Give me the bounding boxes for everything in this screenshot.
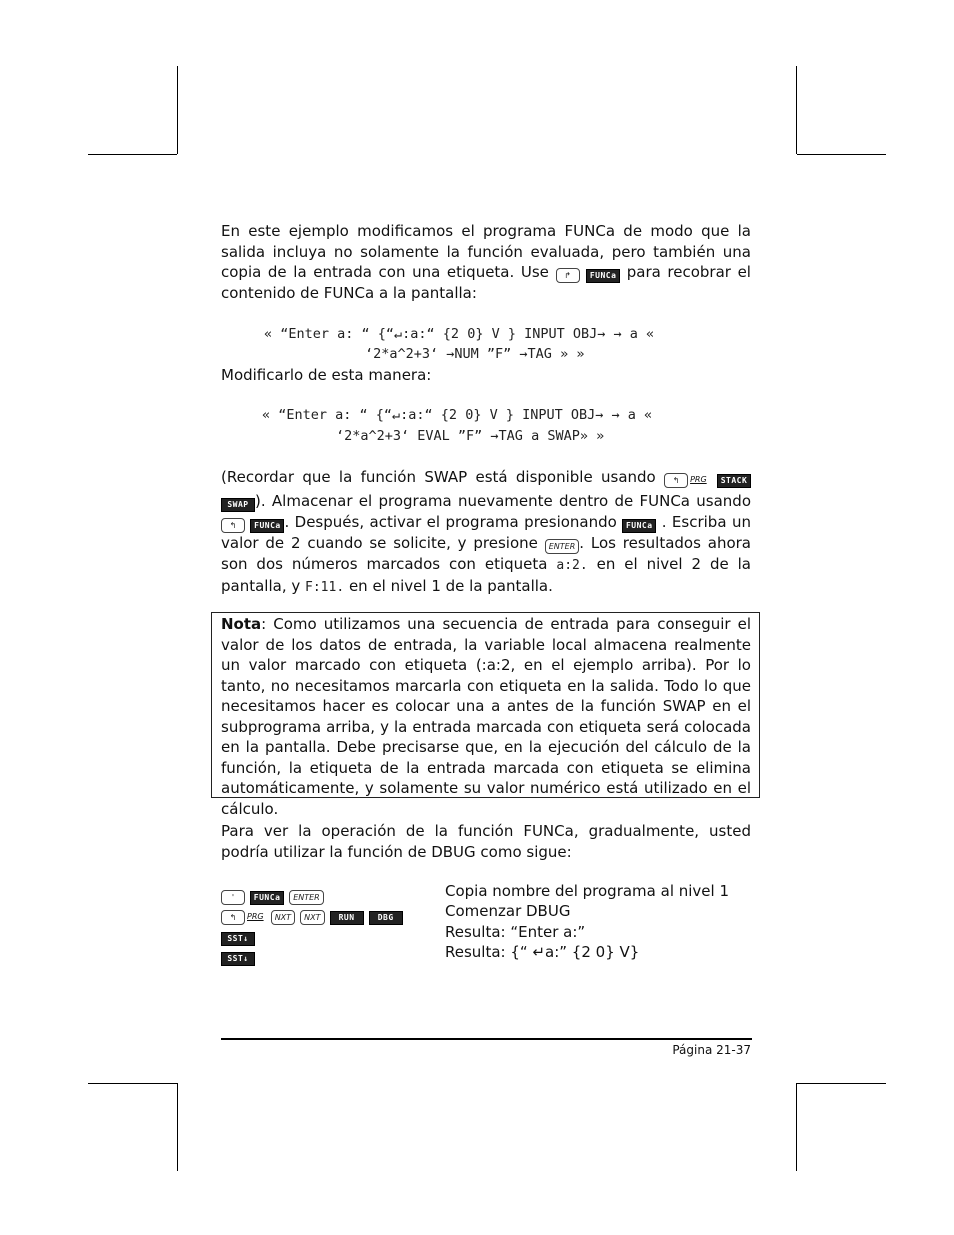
crop-mark: [796, 1083, 797, 1171]
para2-text: en el nivel 2 de la pantalla, y: [221, 554, 751, 595]
para2-text: ).: [255, 491, 266, 510]
para2-text: . Escriba un valor de 2 cuando se solicite, y presione: [221, 512, 751, 552]
step-desc-3: Resulta: “Enter a:”: [445, 923, 586, 941]
tick-key: ': [221, 890, 245, 905]
funca-softkey: FUNCa: [622, 519, 656, 533]
left-shift-key: ↰: [221, 910, 245, 925]
note-text: [221, 614, 751, 819]
page-number: Página 21-37: [672, 1043, 751, 1057]
right-shift-key: ↱: [556, 268, 580, 283]
step-desc-4: Resulta: {“ ↵a:” {2 0} V}: [445, 943, 640, 961]
intro-paragraph: [221, 221, 751, 304]
crop-mark: [88, 154, 177, 155]
enter-key: ENTER: [289, 890, 324, 905]
code1-line1: « “Enter a: “ {“↵:a:“ {2 0} V } INPUT OBJ→ → a «: [264, 326, 655, 342]
step-keys-1: [221, 884, 324, 905]
sst-softkey: SST↓: [221, 952, 255, 966]
para2-text: (Recordar que la función SWAP está disponible usando: [221, 468, 656, 486]
step-desc-2: Comenzar DBUG: [445, 902, 571, 920]
swap-paragraph: [221, 467, 751, 599]
step-keys-4: [221, 945, 255, 966]
tag-a-code: a:2.: [556, 557, 588, 573]
dbg-softkey: DBG: [369, 911, 403, 925]
left-shift-key: ↰: [664, 473, 688, 488]
nxt-key: NXT: [271, 910, 295, 925]
para2-text: .: [284, 512, 290, 531]
sst-softkey: SST↓: [221, 932, 255, 946]
footer-rule: [221, 1038, 752, 1040]
code2-line2: ‘2*a^2+3‘ EVAL ”F” →TAG a SWAP» »: [336, 428, 605, 444]
prg-label: PRG: [690, 475, 707, 484]
step-keys-2: [221, 904, 403, 925]
para2-text: en el nivel 1 de la pantalla.: [348, 577, 553, 595]
step-keys-3: [221, 925, 255, 946]
step-desc-1: Copia nombre del programa al nivel 1: [445, 882, 730, 900]
note-body: : Como utilizamos una secuencia de entrada para conseguir el valor de los datos de entrada, la variable local almacena realmente un valor marcado con etiqueta (:a:2, en el ejemplo arriba). Por lo tanto, no necesitamos marcarla con etiqueta en la salida. Todo lo que necesitamos hacer es colocar una a antes de la función SWAP en el subprograma arriba, y la entrada marcada con etiqueta será colocada en la pantalla. Debe precisarse que, en la ejecución del cálculo de la función, la etiqueta de la entrada marcada con etiqueta se elimina automáticamente, y solamente su valor numérico está utilizado en el cálculo.: [221, 615, 751, 818]
crop-mark: [797, 154, 886, 155]
tag-f-code: F:11.: [305, 580, 345, 595]
swap-softkey: SWAP: [221, 498, 255, 512]
crop-mark: [88, 1083, 177, 1084]
crop-mark: [177, 66, 178, 154]
dbug-paragraph: Para ver la operación de la función FUNCa, gradualmente, usted podría utilizar la función de DBUG como sigue:: [221, 822, 751, 861]
crop-mark: [177, 1083, 178, 1171]
funca-softkey: FUNCa: [586, 269, 620, 283]
prg-label: PRG: [247, 912, 264, 921]
para2-text: Almacenar el programa nuevamente dentro de FUNCa usando: [271, 491, 751, 510]
crop-mark: [797, 1083, 886, 1084]
intro-text-end: para recobrar el contenido de FUNCa a la pantalla:: [221, 263, 751, 302]
code2-line1: « “Enter a: “ {“↵:a:“ {2 0} V } INPUT OBJ→ → a «: [262, 407, 653, 423]
para2-text: Después, activar el programa presionando: [294, 512, 617, 531]
para2-text: . Los resultados ahora son dos números marcados con etiqueta: [221, 533, 751, 573]
intro-text: En este ejemplo modificamos el programa FUNCa de modo que la salida incluya no solamente la función evaluada, pero también una copia de la entrada con una etiqueta. Use: [221, 222, 751, 281]
left-shift-key: ↰: [221, 518, 245, 533]
stack-softkey: STACK: [717, 474, 751, 488]
modify-label: Modificarlo de esta manera:: [221, 366, 432, 384]
code1-line2: ‘2*a^2+3‘ →NUM ”F” →TAG » »: [365, 346, 585, 362]
note-label: Nota: [221, 615, 262, 633]
run-softkey: RUN: [330, 911, 364, 925]
enter-key: ENTER: [545, 539, 580, 554]
nxt-key: NXT: [300, 910, 324, 925]
funca-softkey: FUNCa: [250, 891, 284, 905]
funca-softkey: FUNCa: [250, 519, 284, 533]
crop-mark: [796, 66, 797, 154]
